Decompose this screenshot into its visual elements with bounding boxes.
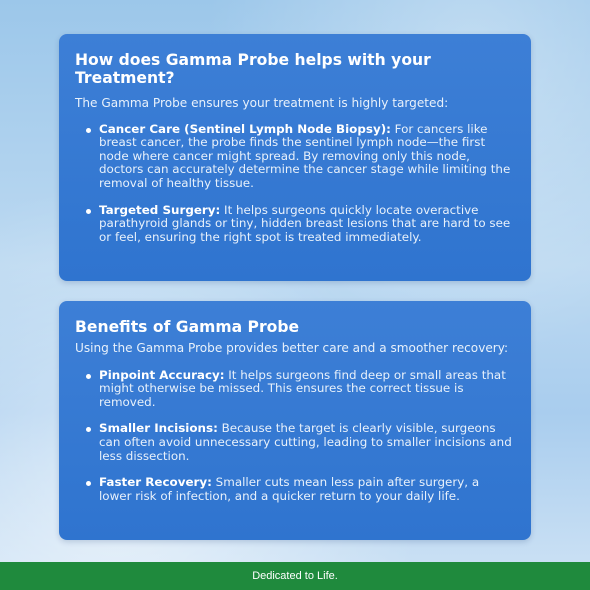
- bullet-icon: [86, 128, 91, 133]
- benefits-list: [75, 369, 515, 504]
- benefits-card: [59, 301, 531, 540]
- benefits-intro: Using the Gamma Probe provides better care and a smoother recovery:: [75, 341, 509, 355]
- item-heading: Cancer Care (Sentinel Lymph Node Biopsy):: [99, 121, 391, 136]
- treatment-list: [75, 123, 515, 245]
- item-text: It helps surgeons quickly locate overactive parathyroid glands or tiny, hidden breast lesions that are hard to see or feel, ensuring the right spot is treated immediately.: [99, 202, 511, 244]
- footer-tagline: Dedicated to Life.: [252, 570, 338, 582]
- item-heading: Targeted Surgery:: [99, 202, 221, 217]
- list-item: [99, 369, 515, 410]
- list-item: [99, 476, 515, 503]
- footer-bar: [0, 562, 590, 590]
- item-text: For cancers like breast cancer, the probe finds the sentinel lymph node—the first node where cancer might spread. By removing only this node, doctors can accurately determine the cancer stage while limiting the removal of healthy tissue.: [99, 121, 511, 190]
- treatment-card: [59, 34, 531, 281]
- treatment-title: How does Gamma Probe helps with your Treatment?: [75, 51, 431, 87]
- bullet-icon: [86, 481, 91, 486]
- item-heading: Smaller Incisions:: [99, 421, 218, 436]
- item-text: It helps surgeons find deep or small areas that might otherwise be missed. This ensures the correct tissue is removed.: [99, 367, 506, 409]
- bullet-icon: [86, 374, 91, 379]
- treatment-intro: The Gamma Probe ensures your treatment is highly targeted:: [75, 96, 449, 110]
- item-heading: Faster Recovery:: [99, 475, 212, 490]
- item-text: Smaller cuts mean less pain after surgery, a lower risk of infection, and a quicker return to your daily life.: [99, 475, 480, 503]
- list-item: [99, 204, 515, 245]
- list-item: [99, 422, 515, 463]
- benefits-title: Benefits of Gamma Probe: [75, 318, 300, 336]
- list-item: [99, 123, 515, 191]
- bullet-icon: [86, 209, 91, 214]
- item-text: Because the target is clearly visible, surgeons can often avoid unnecessary cutting, leading to smaller incisions and less dissection.: [99, 421, 512, 463]
- bullet-icon: [86, 427, 91, 432]
- item-heading: Pinpoint Accuracy:: [99, 367, 225, 382]
